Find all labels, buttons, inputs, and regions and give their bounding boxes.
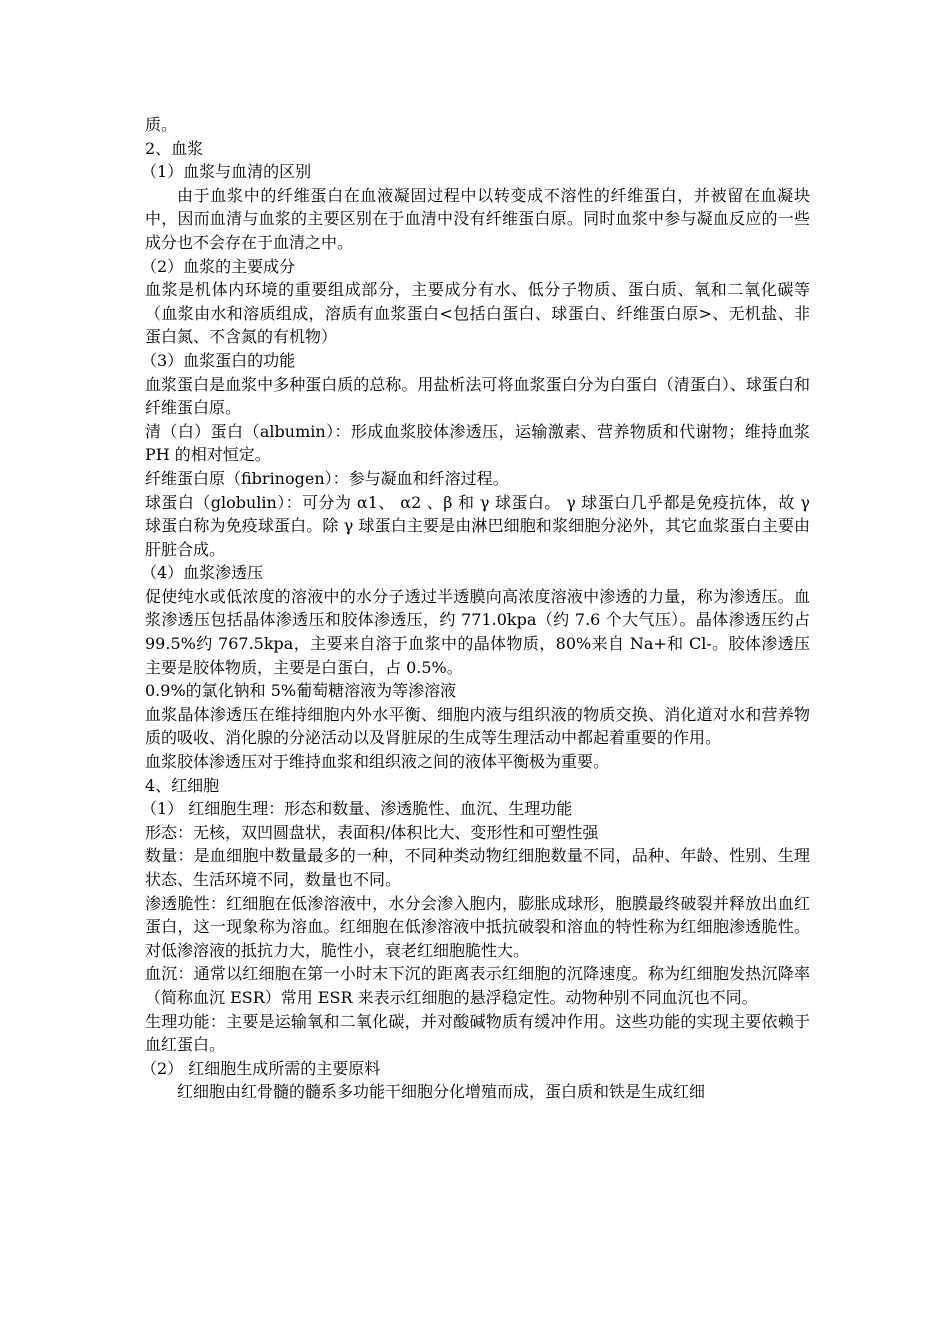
paragraph-crystal-osmotic-role: 血浆晶体渗透压在维持细胞内外水平衡、细胞内液与组织液的物质交换、消化道对水和营养物质的吸收、消化腺的分泌活动以及肾脏尿的生成等生理活动中都起着重要的作用。 bbox=[145, 704, 810, 748]
paragraph-fibrinogen: 纤维蛋白原（fibrinogen）：参与凝血和纤溶过程。 bbox=[145, 468, 509, 488]
subheading-rbc-physiology: （1） 红细胞生理：形态和数量、渗透脆性、血沉、生理功能 bbox=[141, 799, 573, 819]
section-heading-plasma: 2、血浆 bbox=[145, 138, 204, 158]
paragraph-rbc-count: 数量：是血细胞中数量最多的一种，不同种类动物红细胞数量不同，品种、年龄、性别、生理状态、生活环境不同，数量也不同。 bbox=[145, 846, 810, 889]
subheading-plasma-vs-serum: （1）血浆与血清的区别 bbox=[141, 162, 312, 182]
subheading-rbc-raw-materials: （2） 红细胞生成所需的主要原料 bbox=[141, 1058, 381, 1078]
paragraph-rbc-function: 生理功能：主要是运输氧和二氧化碳，并对酸碱物质有缓冲作用。这些功能的实现主要依赖于血红蛋白。 bbox=[145, 1011, 810, 1055]
paragraph-isotonic-solution: 0.9%的氯化钠和 5%葡萄糖溶液为等渗溶液 bbox=[145, 681, 457, 701]
paragraph-rbc-production: 红细胞由红骨髓的髓系多功能干细胞分化增殖而成，蛋白质和铁是生成红细 bbox=[177, 1082, 706, 1102]
subheading-osmotic-pressure: （4）血浆渗透压 bbox=[141, 563, 264, 583]
paragraph-osmotic-pressure: 促使纯水或低浓度的溶液中的水分子透过半透膜向高浓度溶液中渗透的力量，称为渗透压。血浆渗透压包括晶体渗透压和胶体渗透压，约 771.0kpa（约 7.6 个大气压）。晶体渗透压约占 99.5%约 767.5kpa，主要来自溶于血浆中的晶体物质，80%来自 Na+和 Cl-。胶体渗透压主要是胶体物质，主要是白蛋白，占 0.5%。 bbox=[145, 586, 810, 677]
paragraph-rbc-morphology: 形态：无核，双凹圆盘状，表面积/体积比大、变形性和可塑性强 bbox=[145, 822, 599, 842]
document-body bbox=[141, 113, 810, 1104]
paragraph-plasma-components: 血浆是机体内环境的重要组成部分，主要成分有水、低分子物质、蛋白质、氧和二氧化碳等（血浆由水和溶质组成，溶质有血浆蛋白<包括白蛋白、球蛋白、纤维蛋白原>、无机盐、非蛋白氮、不含氮的有机物） bbox=[145, 280, 810, 347]
subheading-plasma-protein-function: （3）血浆蛋白的功能 bbox=[141, 350, 296, 370]
subheading-plasma-components: （2）血浆的主要成分 bbox=[141, 256, 296, 276]
paragraph-globulin: 球蛋白（globulin）：可分为 α1、 α2 、β 和 γ 球蛋白。 γ 球蛋白几乎都是免疫抗体，故 γ 球蛋白称为免疫球蛋白。除 γ 球蛋白主要是由淋巴细胞和浆细胞分泌外，其它血浆蛋白主要由肝脏合成。 bbox=[145, 492, 810, 559]
paragraph-plasma-vs-serum: 由于血浆中的纤维蛋白在血液凝固过程中以转变成不溶性的纤维蛋白，并被留在血凝块中，因而血清与血浆的主要区别在于血清中没有纤维蛋白原。同时血浆中参与凝血反应的一些成分也不会存在于血清之中。 bbox=[145, 185, 810, 252]
paragraph-continuation: 质。 bbox=[145, 115, 178, 134]
paragraph-albumin: 清（白）蛋白（albumin）：形成血浆胶体渗透压，运输激素、营养物质和代谢物；维持血浆 PH 的相对恒定。 bbox=[145, 421, 810, 465]
paragraph-plasma-protein-definition: 血浆蛋白是血浆中多种蛋白质的总称。用盐析法可将血浆蛋白分为白蛋白（清蛋白）、球蛋白和纤维蛋白原。 bbox=[145, 374, 810, 418]
paragraph-rbc-osmotic-fragility: 渗透脆性：红细胞在低渗溶液中，水分会渗入胞内，膨胀成球形，胞膜最终破裂并释放出血红蛋白，这一现象称为溶血。红细胞在低渗溶液中抵抗破裂和溶血的特性称为红细胞渗透脆性。对低渗溶液的抵抗力大，脆性小，衰老红细胞脆性大。 bbox=[145, 893, 810, 960]
paragraph-rbc-sedimentation: 血沉：通常以红细胞在第一小时末下沉的距离表示红细胞的沉降速度。称为红细胞发热沉降率（简称血沉 ESR）常用 ESR 来表示红细胞的悬浮稳定性。动物种别不同血沉也不同。 bbox=[145, 964, 810, 1007]
section-heading-red-blood-cells: 4、红细胞 bbox=[145, 775, 220, 795]
paragraph-colloid-osmotic-role: 血浆胶体渗透压对于维持血浆和组织液之间的液体平衡极为重要。 bbox=[145, 752, 610, 772]
